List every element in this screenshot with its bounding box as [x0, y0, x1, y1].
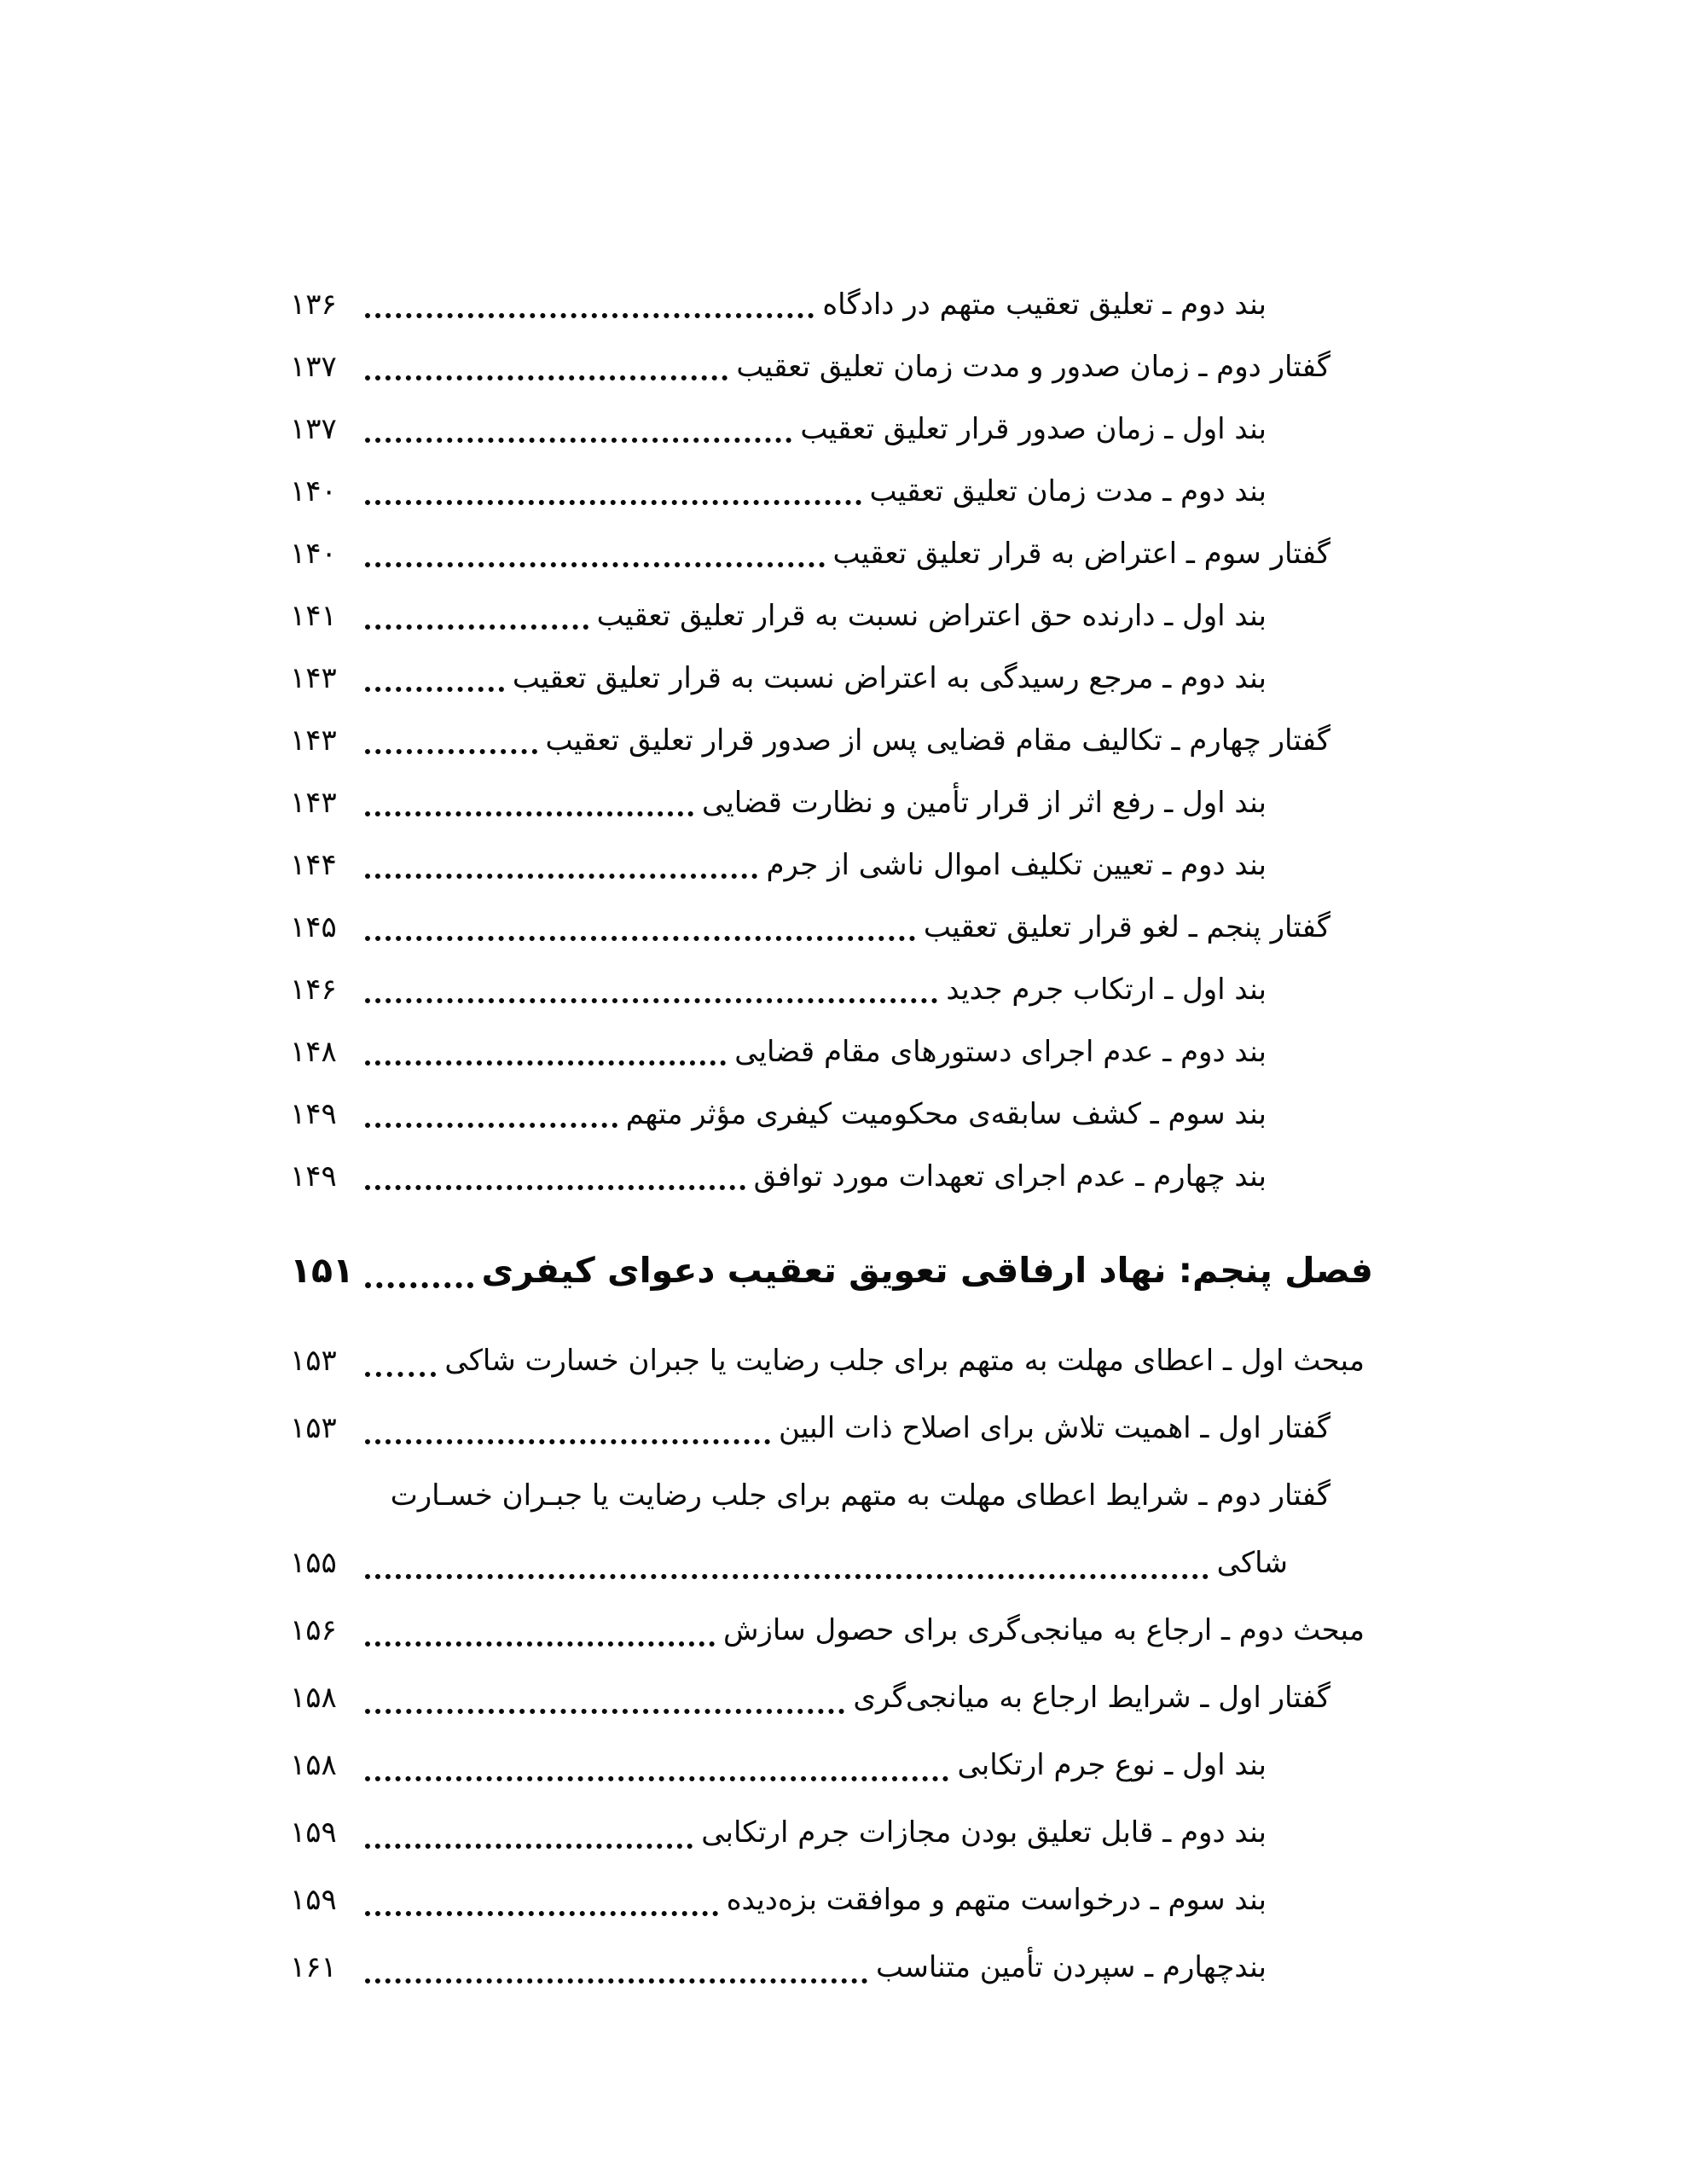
toc-entry-11: [290, 896, 1377, 958]
toc-entry-title: بند دوم ـ تعلیق تعقیب متهم در دادگاه: [822, 287, 1267, 322]
toc-entry-21: [290, 1596, 1377, 1664]
toc-entry-title: مبحث دوم ـ ارجاع به میانجی‌گری برای حصول سازش: [722, 1612, 1365, 1647]
toc-entry-title: بند اول ـ زمان صدور قرار تعلیق تعقیب: [800, 411, 1267, 446]
toc-leader-dots: [365, 811, 693, 816]
toc-entry-page-number: ۱۵۳: [290, 1410, 337, 1445]
toc-leader-dots: [365, 1978, 867, 1984]
toc-leader-dots: [365, 1641, 715, 1647]
toc-leader-dots: [365, 1185, 745, 1190]
toc-entry-page-number: ۱۴۱: [290, 598, 337, 633]
toc-entry-page-number: ۱۴۳: [290, 785, 337, 820]
toc-leader-dots: [365, 375, 728, 380]
toc-entry-22: [290, 1664, 1377, 1731]
toc-entry-page-number: ۱۴۴: [290, 847, 337, 882]
toc-leader-dots: [365, 749, 537, 754]
toc-entry-title: مبحث اول ـ اعطای مهلت به متهم برای جلب رضایت یا جبران خسارت شاکی: [444, 1343, 1365, 1378]
toc-entry-title: گفتار چهارم ـ تکالیف مقام قضایی پس از صدور قرار تعلیق تعقیب: [545, 723, 1330, 758]
toc-entry-page-number: ۱۵۸: [290, 1680, 337, 1715]
toc-entry-15: [290, 1145, 1377, 1207]
toc-entry-page-number: ۱۴۰: [290, 473, 337, 508]
toc-leader-dots: [365, 1574, 1209, 1579]
toc-leader-dots: [365, 1060, 726, 1066]
toc-leader-dots: [365, 1282, 473, 1288]
toc-leader-dots: [365, 624, 588, 630]
toc-entry-page-number: ۱۴۳: [290, 723, 337, 758]
toc-entry-page-number: ۱۶۱: [290, 1949, 337, 1984]
toc-leader-dots: [365, 936, 915, 941]
toc-entry-1: [290, 273, 1377, 335]
toc-entry-title: گفتار دوم ـ شرایط اعطای مهلت به متهم برای جلب رضایت یا جبـران خسـارت: [390, 1478, 1330, 1513]
toc-entry-title: بند چهارم ـ عدم اجرای تعهدات مورد توافق: [753, 1159, 1267, 1194]
toc-leader-dots: [365, 998, 937, 1003]
toc-leader-dots: [365, 1844, 693, 1849]
toc-entry-title: بند سوم ـ درخواست متهم و موافقت بزه‌دیده: [726, 1882, 1267, 1917]
toc-entry-page-number: ۱۴۵: [290, 909, 337, 944]
toc-entry-page-number: ۱۴۹: [290, 1159, 337, 1194]
toc-list: [290, 273, 1377, 2001]
toc-entry-page-number: ۱۵۶: [290, 1612, 337, 1647]
toc-entry-25: [290, 1866, 1377, 1933]
toc-entry-page-number: ۱۵۹: [290, 1882, 337, 1917]
toc-entry-title: بند دوم ـ عدم اجرای دستورهای مقام قضایی: [734, 1034, 1267, 1069]
toc-entry-24: [290, 1798, 1377, 1866]
toc-entry-6: [290, 584, 1377, 647]
toc-entry-title: گفتار اول ـ اهمیت تلاش برای اصلاح ذات البین: [779, 1410, 1330, 1445]
toc-entry-title: بند اول ـ دارنده حق اعتراض نسبت به قرار تعلیق تعقیب: [596, 598, 1267, 633]
toc-entry-17: [290, 1327, 1377, 1394]
toc-leader-dots: [365, 500, 861, 505]
toc-entry-title: بندچهارم ـ سپردن تأمین متناسب: [875, 1949, 1267, 1984]
toc-entry-title: بند سوم ـ کشف سابقه‌ی محکومیت کیفری مؤثر متهم: [625, 1096, 1267, 1131]
toc-entry-title: گفتار دوم ـ زمان صدور و مدت زمان تعلیق تعقیب: [736, 349, 1330, 384]
toc-entry-title: بند دوم ـ مرجع رسیدگی به اعتراض نسبت به قرار تعلیق تعقیب: [512, 660, 1267, 695]
toc-entry-13: [290, 1020, 1377, 1083]
toc-entry-page-number: ۱۴۶: [290, 972, 337, 1007]
toc-entry-page-number: ۱۳۷: [290, 411, 337, 446]
toc-entry-12: [290, 958, 1377, 1020]
toc-entry-title: بند اول ـ نوع جرم ارتکابی: [957, 1747, 1267, 1782]
toc-leader-dots: [365, 1123, 617, 1128]
toc-entry-page-number: ۱۵۱: [290, 1250, 355, 1291]
toc-leader-dots: [365, 687, 504, 692]
toc-entry-9: [290, 771, 1377, 834]
toc-leader-dots: [365, 874, 757, 879]
toc-entry-page-number: ۱۴۳: [290, 660, 337, 695]
toc-entry-3: [290, 398, 1377, 460]
toc-entry-4: [290, 460, 1377, 522]
toc-entry-7: [290, 647, 1377, 709]
toc-leader-dots: [365, 438, 791, 443]
toc-entry-page-number: ۱۵۸: [290, 1747, 337, 1782]
toc-entry-8: [290, 709, 1377, 771]
toc-entry-title: فصل پنجم: نهاد ارفاقی تعویق تعقیب دعوای کیفری: [481, 1250, 1373, 1291]
toc-entry-26: [290, 1933, 1377, 2001]
toc-entry-title: بند دوم ـ تعیین تکلیف اموال ناشی از جرم: [766, 847, 1267, 882]
toc-entry-page-number: ۱۴۹: [290, 1096, 337, 1131]
toc-entry-16: [290, 1233, 1377, 1308]
toc-entry-page-number: ۱۵۳: [290, 1343, 337, 1378]
toc-entry-23: [290, 1731, 1377, 1798]
toc-leader-dots: [365, 1372, 436, 1377]
toc-entry-title: بند اول ـ رفع اثر از قرار تأمین و نظارت قضایی: [702, 785, 1267, 820]
toc-entry-page-number: ۱۳۷: [290, 349, 337, 384]
toc-entry-19: [290, 1461, 1377, 1529]
toc-leader-dots: [365, 1911, 718, 1916]
toc-entry-page-number: ۱۵۵: [290, 1545, 337, 1580]
toc-leader-dots: [365, 1709, 844, 1714]
toc-entry-page-number: ۱۴۸: [290, 1034, 337, 1069]
toc-entry-title: بند دوم ـ مدت زمان تعلیق تعقیب: [869, 473, 1267, 508]
toc-entry-title: بند دوم ـ قابل تعلیق بودن مجازات جرم ارتکابی: [701, 1815, 1267, 1850]
toc-entry-title: گفتار سوم ـ اعتراض به قرار تعلیق تعقیب: [832, 536, 1330, 571]
toc-leader-dots: [365, 1439, 770, 1444]
toc-entry-page-number: ۱۵۹: [290, 1815, 337, 1850]
toc-leader-dots: [365, 1776, 948, 1781]
toc-entry-title: گفتار اول ـ شرایط ارجاع به میانجی‌گری: [853, 1680, 1330, 1715]
toc-leader-dots: [365, 313, 814, 318]
toc-entry-20: [290, 1529, 1377, 1596]
toc-entry-page-number: ۱۳۶: [290, 287, 337, 322]
toc-entry-2: [290, 335, 1377, 398]
toc-entry-title: شاکی: [1216, 1545, 1288, 1580]
toc-entry-14: [290, 1083, 1377, 1145]
toc-entry-5: [290, 522, 1377, 584]
toc-entry-18: [290, 1394, 1377, 1461]
toc-entry-title: بند اول ـ ارتکاب جرم جدید: [946, 972, 1267, 1007]
toc-entry-page-number: ۱۴۰: [290, 536, 337, 571]
toc-entry-title: گفتار پنجم ـ لغو قرار تعلیق تعقیب: [923, 909, 1330, 944]
toc-leader-dots: [365, 562, 825, 567]
toc-entry-10: [290, 834, 1377, 896]
